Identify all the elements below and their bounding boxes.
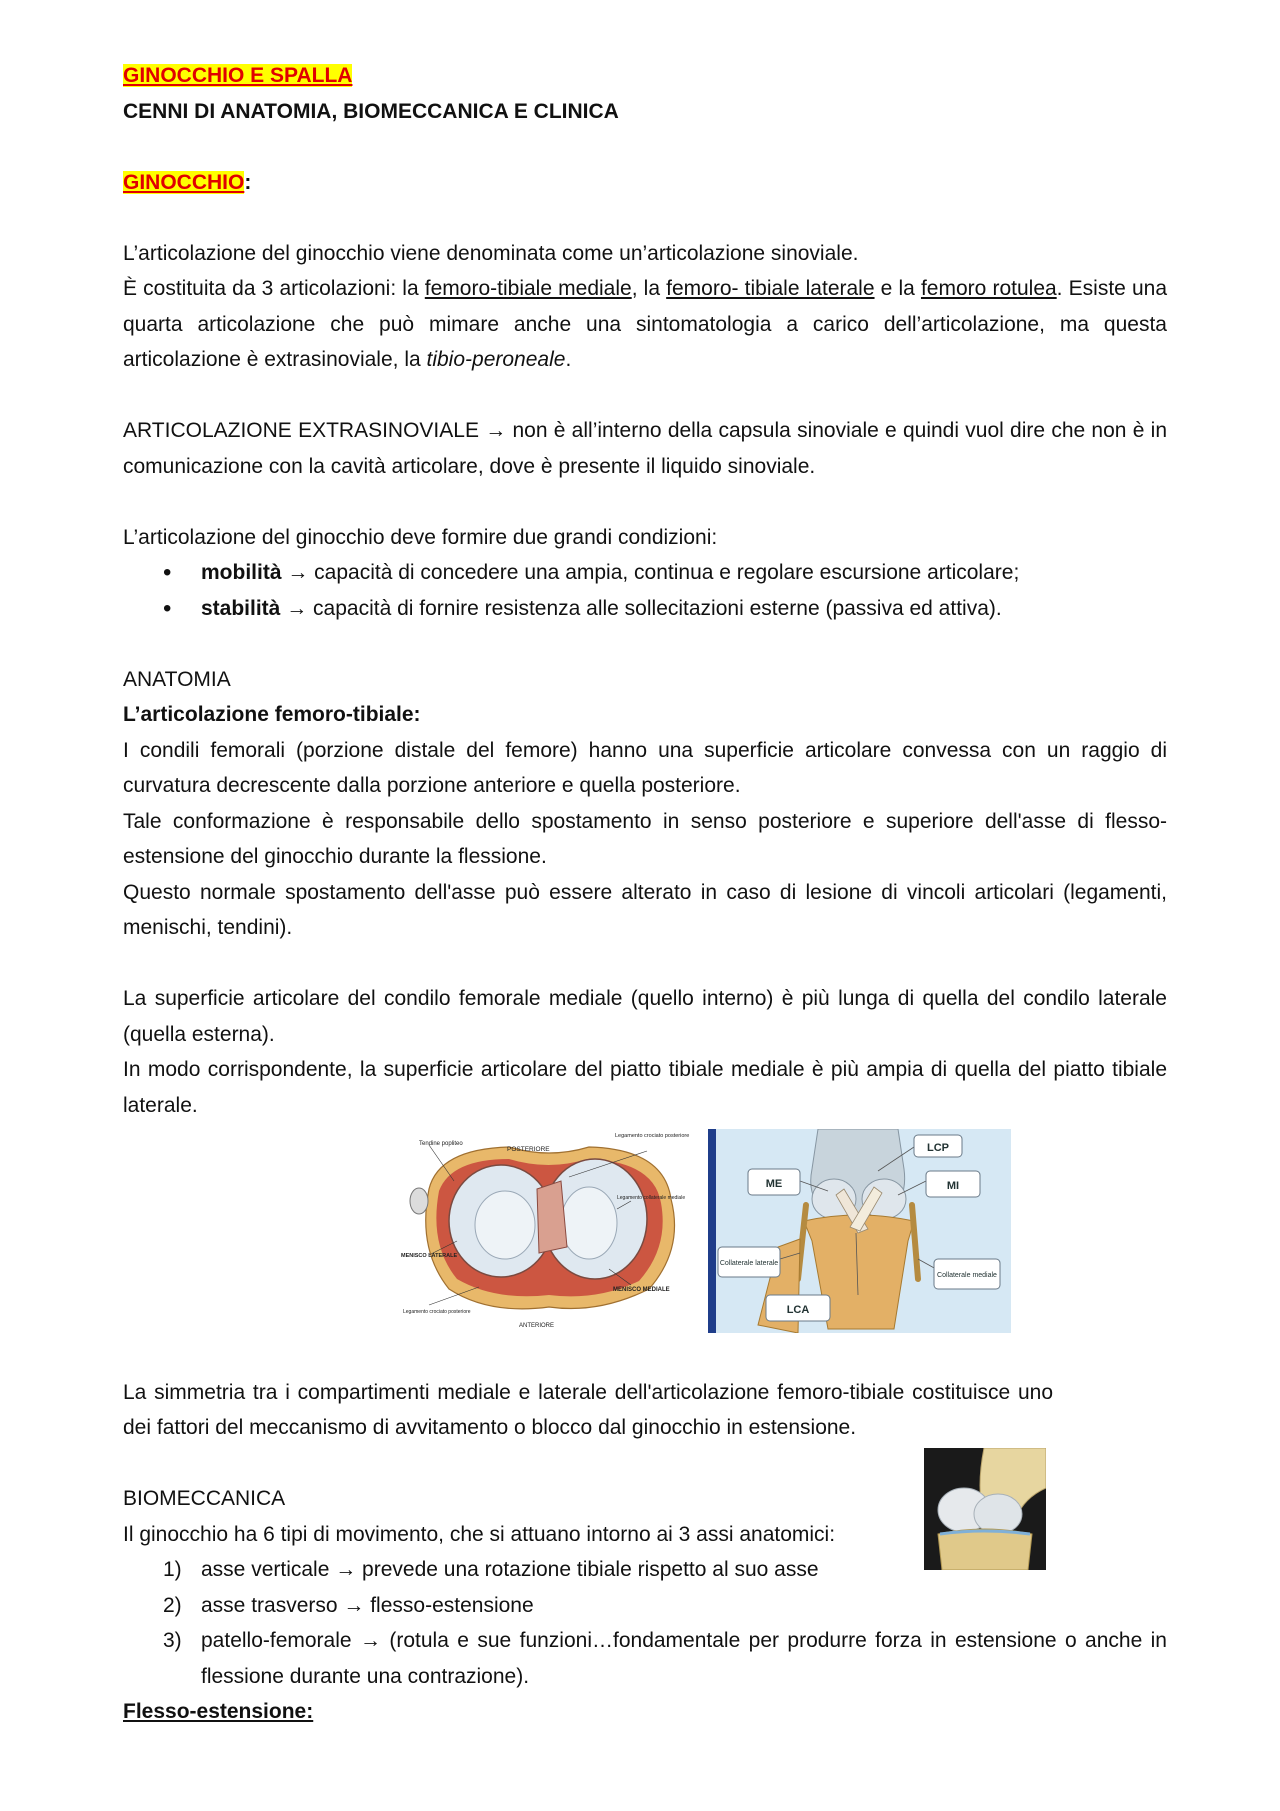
conditions-intro: L’articolazione del ginocchio deve formire due grandi condizioni: xyxy=(123,525,718,549)
label-collaterale-mediale-right: Collaterale mediale xyxy=(937,1272,997,1279)
list-number: 2) xyxy=(163,1593,182,1617)
conditions-list xyxy=(123,555,1167,626)
intro-text-b: , la xyxy=(631,277,667,300)
label-mi: MI xyxy=(946,1180,960,1192)
biomeccanica-intro: Il ginocchio ha 6 tipi di movimento, che si attuano intorno ai 3 assi anatomici: xyxy=(123,1522,836,1546)
joint-tibio-peroneale: tibio-peroneale xyxy=(426,348,566,371)
list-item xyxy=(163,591,1167,627)
list-number: 3) xyxy=(163,1629,182,1652)
list-number: 1) xyxy=(163,1558,182,1581)
anatomia-paragraph-3: Questo normale spostamento dell'asse può essere alterato in caso di lesione di vincoli articolari (legamenti, menischi, tendini). xyxy=(123,880,1167,939)
condition-text: → capacità di fornire resistenza alle sollecitazioni esterne (passiva ed attiva). xyxy=(280,596,1002,620)
intro-text-e: . xyxy=(565,348,572,371)
label-lcp-bottom: Legamento crociato posteriore xyxy=(403,1309,471,1315)
title-line-1 xyxy=(123,58,1167,94)
joint-femoro-tibiale-mediale: femoro-tibiale mediale xyxy=(424,277,632,300)
section-knee-heading xyxy=(123,165,1167,201)
condition-term: mobilità xyxy=(201,561,282,584)
label-lcp: LCP xyxy=(927,1142,949,1154)
list-text: asse verticale → prevede una rotazione tibiale rispetto al suo asse xyxy=(201,1558,819,1581)
joint-femoro-tibiale-laterale: femoro- tibiale laterale xyxy=(666,277,875,300)
anatomia-paragraph-1: I condili femorali (porzione distale del femore) hanno una superficie articolare convessa con un raggio di curvatura decrescente dalla porzione anteriore e quella posteriore. xyxy=(123,738,1167,797)
anatomia-paragraph-4: La superficie articolare del condilo femorale mediale (quello interno) è più lunga di quella del condilo laterale (quella esterna). xyxy=(123,987,1167,1046)
joint-femoro-rotulea: femoro rotulea xyxy=(920,277,1057,300)
condition-text: → capacità di concedere una ampia, continua e regolare escursione articolare; xyxy=(281,561,1020,584)
intro-text-a: È costituita da 3 articolazioni: la xyxy=(123,277,425,300)
biomeccanica-heading: BIOMECCANICA xyxy=(123,1487,286,1510)
list-item xyxy=(163,555,1167,591)
extrasinoviale-paragraph: ARTICOLAZIONE EXTRASINOVIALE → non è all’interno della capsula sinoviale e quindi vuol dire che non è in comunicazione con la cavità articolare, dove è presente il liquido sinoviale. xyxy=(123,419,1167,478)
tibial-plateau-figure xyxy=(399,1129,701,1333)
label-me: ME xyxy=(765,1178,783,1190)
label-lca: LCA xyxy=(786,1304,810,1316)
list-text: patello-femorale → (rotula e sue funzioni…fondamentale per produrre forza in estensione o anche in flessione durante una contrazione). xyxy=(201,1629,1167,1688)
label-collaterale-mediale: Legamento collaterale mediale xyxy=(617,1195,686,1201)
anatomia-heading: ANATOMIA xyxy=(123,667,231,691)
axes-list xyxy=(123,1552,1167,1694)
anatomia-paragraph-5: In modo corrispondente, la superficie articolare del piatto tibiale mediale è più ampia di quella del piatto tibiale laterale. xyxy=(123,1058,1167,1117)
main-title: GINOCCHIO E SPALLA xyxy=(123,64,353,87)
section-knee-colon: : xyxy=(244,170,252,194)
subtitle: CENNI DI ANATOMIA, BIOMECCANICA E CLINICA xyxy=(123,99,619,123)
label-menisco-laterale: MENISCO LATERALE xyxy=(401,1253,458,1259)
label-anteriore: ANTERIORE xyxy=(519,1323,555,1329)
label-collaterale-laterale: Collaterale laterale xyxy=(719,1260,779,1267)
simmetria-paragraph: La simmetria tra i compartimenti mediale e laterale dell'articolazione femoro-tibiale costituisce uno dei fattori del meccanismo di avvitamento o blocco dal ginocchio in estensione. xyxy=(123,1380,1053,1439)
label-tendine-popliteo: Tendine popliteo xyxy=(419,1141,463,1147)
anatomy-figures xyxy=(123,1129,1167,1339)
knee-joint-thumbnail xyxy=(924,1448,1046,1570)
label-menisco-mediale: MENISCO MEDIALE xyxy=(613,1287,670,1293)
section-knee-title: GINOCCHIO xyxy=(123,170,245,194)
intro-paragraph-2 xyxy=(123,271,1167,378)
label-posteriore: POSTERIORE xyxy=(507,1146,550,1153)
flesso-estensione-heading: Flesso-estensione: xyxy=(123,1700,314,1723)
list-item xyxy=(163,1623,1167,1694)
list-text: asse trasverso → flesso-estensione xyxy=(201,1593,534,1617)
list-item xyxy=(163,1588,1167,1624)
intro-paragraph-1: L’articolazione del ginocchio viene denominata come un’articolazione sinoviale. xyxy=(123,241,859,265)
knee-ligaments-figure xyxy=(708,1129,1011,1333)
intro-text-d: . Esiste una quarta articolazione che può mimare anche una sintomatologia a carico dell’articolazione, ma questa articolazione è extrasinoviale, la xyxy=(123,277,1167,371)
condition-term: stabilità xyxy=(201,596,281,620)
label-lcp-top: Legamento crociato posteriore xyxy=(615,1133,690,1139)
intro-text-c: e la xyxy=(874,277,921,300)
anatomia-subheading: L’articolazione femoro-tibiale: xyxy=(123,703,421,726)
anatomia-paragraph-2: Tale conformazione è responsabile dello spostamento in senso posteriore e superiore dell'asse di flesso-estensione del ginocchio durante la flessione. xyxy=(123,809,1167,868)
